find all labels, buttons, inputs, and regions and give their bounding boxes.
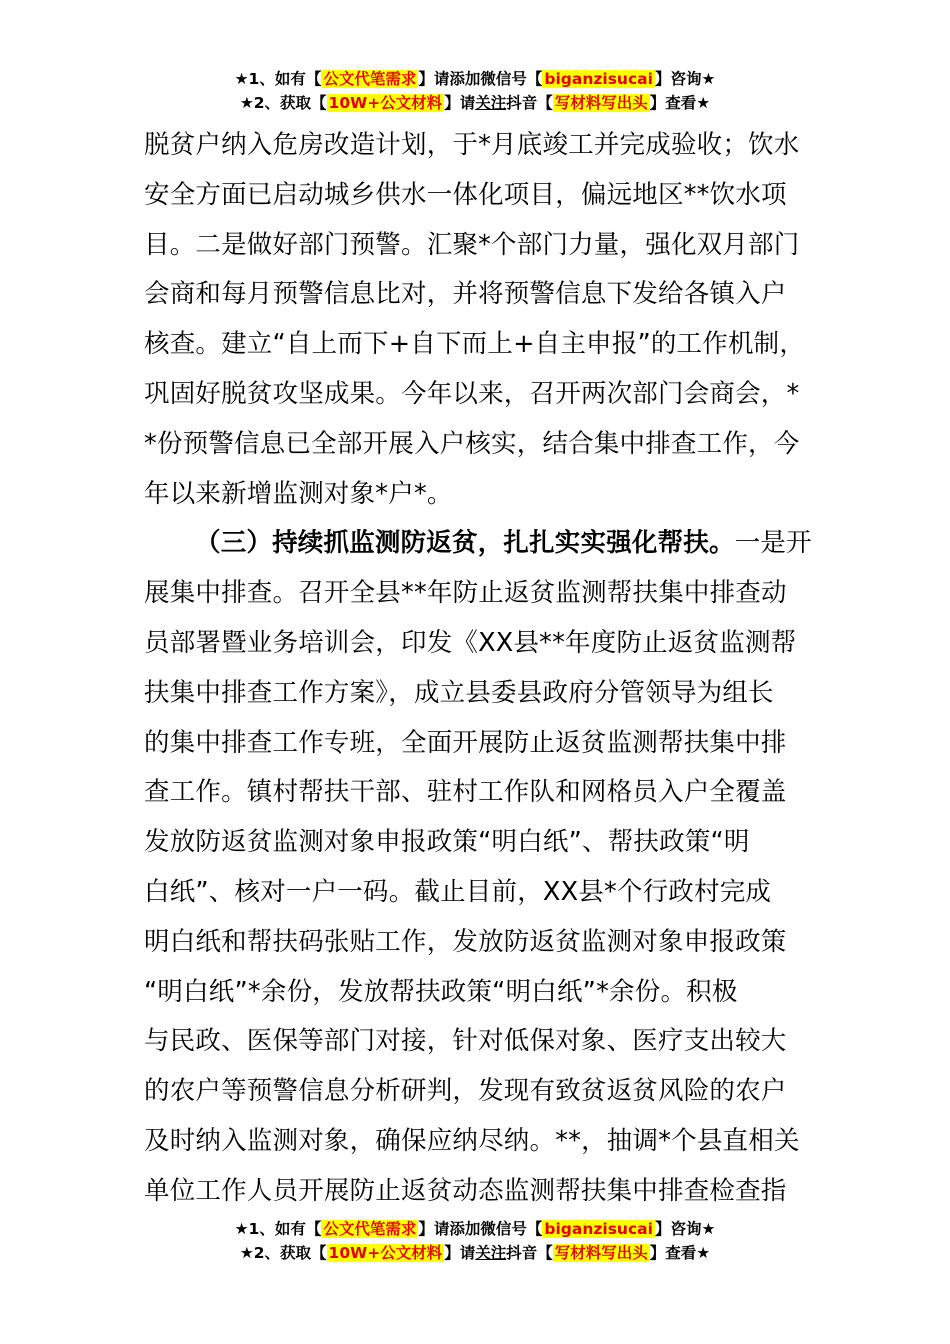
wechat-id-highlight: biganzisucai (544, 70, 653, 88)
banner-text: ★1、如有【 (234, 70, 322, 88)
banner-text: ★2、获取【 (239, 1244, 327, 1262)
banner-highlight: 10W+公文材料 (328, 1244, 443, 1262)
douyin-account-highlight: 写材料写出头 (554, 94, 648, 112)
banner-underline: 关注 (475, 94, 507, 112)
body-line: 白纸”、核对一户一码。截止目前，XX县*个行政村完成 (144, 876, 772, 907)
body-line: 展集中排查。召开全县**年防止返贫监测帮扶集中排查动 (144, 578, 787, 609)
banner-text: 抖音【 (506, 94, 553, 112)
wechat-id-highlight: biganzisucai (544, 1220, 653, 1238)
banner-text: 】查看★ (649, 94, 711, 112)
body-line: 年以来新增监测对象*户*。 (144, 478, 453, 509)
section-heading: （三）持续抓监测防返贫，扎扎实实强化帮扶。 (195, 528, 735, 559)
banner-text: 】咨询★ (654, 1220, 716, 1238)
body-line: 员部署暨业务培训会，印发《XX县**年度防止返贫监测帮 (144, 627, 797, 658)
banner-text: 】请 (444, 94, 476, 112)
body-line: “明白纸”*余份，发放帮扶政策“明白纸”*余份。积极 (144, 976, 738, 1007)
body-line: 的农户等预警信息分析研判，发现有致贫返贫风险的农户 (144, 1076, 787, 1107)
banner-text: 】请添加微信号【 (418, 70, 543, 88)
banner-text: 抖音【 (506, 1244, 553, 1262)
banner-text: ★2、获取【 (239, 94, 327, 112)
banner-highlight: 10W+公文材料 (328, 94, 443, 112)
banner-text: 】请添加微信号【 (418, 1220, 543, 1238)
body-line: 及时纳入监测对象，确保应纳尽纳。**，抽调*个县直相关 (144, 1125, 800, 1156)
banner-highlight: 公文代笔需求 (323, 70, 417, 88)
body-line: 的集中排查工作专班，全面开展防止返贫监测帮扶集中排 (144, 727, 787, 758)
section-heading-line (144, 519, 834, 569)
body-line: 脱贫户纳入危房改造计划，于*月底竣工并完成验收；饮水 (144, 130, 800, 160)
footer-banner (0, 1217, 950, 1265)
body-line: *份预警信息已全部开展入户核实，结合集中排查工作，今 (144, 428, 800, 459)
body-line: 扶集中排查工作方案》，成立县委县政府分管领导为组长 (144, 677, 774, 708)
body-text: 一是开 (734, 528, 812, 559)
banner-text: 】请 (444, 1244, 476, 1262)
banner-line-1 (0, 67, 950, 91)
banner-line-1 (0, 1217, 950, 1241)
body-line: 明白纸和帮扶码张贴工作，发放防返贫监测对象申报政策 (144, 926, 787, 957)
body-line: 目。二是做好部门预警。汇聚*个部门力量，强化双月部门 (144, 229, 800, 260)
banner-text: ★1、如有【 (234, 1220, 322, 1238)
body-line: 核查。建立“自上而下+自下而上+自主申报”的工作机制， (144, 329, 806, 360)
body-line: 与民政、医保等部门对接，针对低保对象、医疗支出较大 (144, 1026, 787, 1057)
document-body (144, 121, 834, 1217)
header-banner (0, 67, 950, 115)
body-line: 单位工作人员开展防止返贫动态监测帮扶集中排查检查指 (144, 1175, 787, 1206)
body-line: 会商和每月预警信息比对，并将预警信息下发给各镇入户 (144, 279, 787, 310)
banner-text: 】咨询★ (654, 70, 716, 88)
banner-underline: 关注 (475, 1244, 507, 1262)
body-line: 巩固好脱贫攻坚成果。今年以来，召开两次部门会商会，* (144, 378, 800, 409)
banner-line-2 (0, 91, 950, 115)
body-line: 安全方面已启动城乡供水一体化项目，偏远地区**饮水项 (144, 179, 787, 210)
douyin-account-highlight: 写材料写出头 (554, 1244, 648, 1262)
body-line: 查工作。镇村帮扶干部、驻村工作队和网格员入户全覆盖 (144, 777, 787, 808)
body-line: 发放防返贫监测对象申报政策“明白纸”、帮扶政策“明 (144, 827, 750, 858)
banner-line-2 (0, 1241, 950, 1265)
banner-highlight: 公文代笔需求 (323, 1220, 417, 1238)
banner-text: 】查看★ (649, 1244, 711, 1262)
